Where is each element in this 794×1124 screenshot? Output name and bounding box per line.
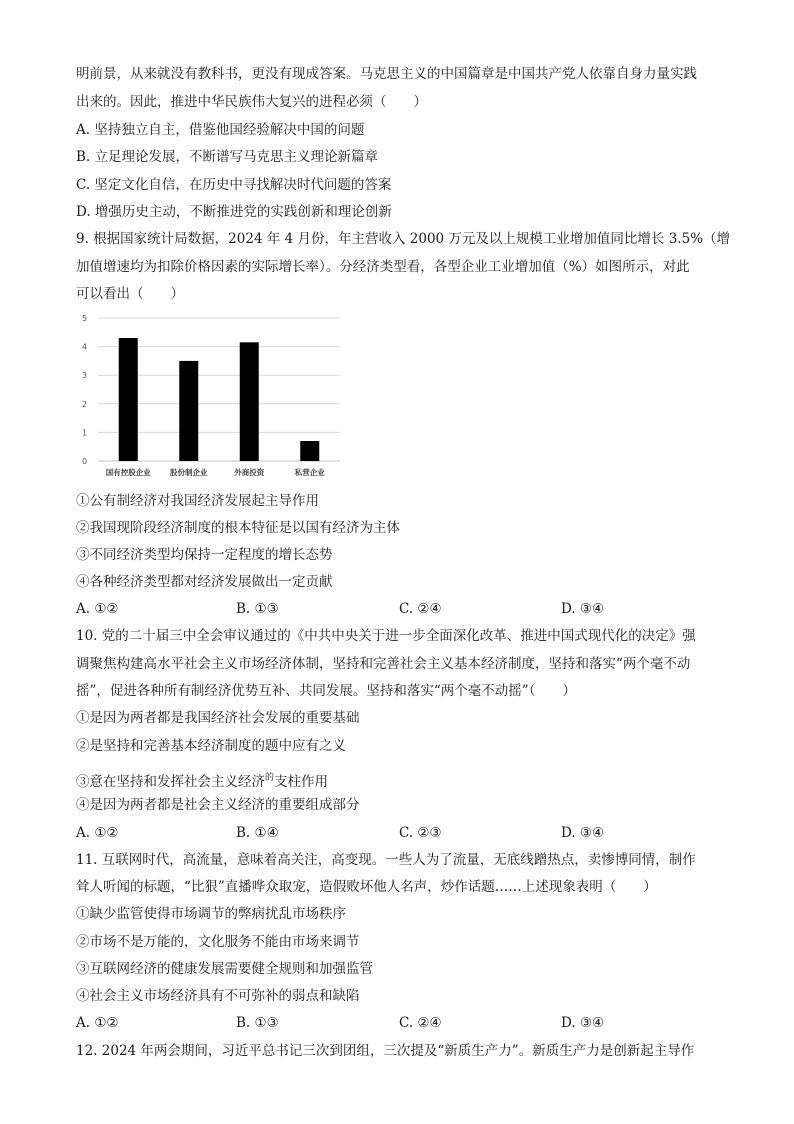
q8-option-d: D. 增强历史主动，不断推进党的实践创新和理论创新 <box>76 204 392 220</box>
y-tick-label: 1 <box>82 428 88 438</box>
q11-choices <box>76 1014 726 1032</box>
q9-choice-b: B. ①③ <box>236 601 279 617</box>
q8-option-a: A. 坚持独立自主，借鉴他国经验解决中国的问题 <box>76 122 365 138</box>
q10-stem-line2: 调聚焦构建高水平社会主义市场经济体制，坚持和完善社会主义基本经济制度，坚持和落实“两个毫不动 <box>76 656 691 672</box>
q9-choices <box>76 600 726 618</box>
q11-choice-a: A. ①② <box>76 1015 119 1031</box>
q10-statement-3-pre: ③意在坚持和发挥社会主义经济 <box>76 774 265 790</box>
x-tick-label: 国有控股企业 <box>105 468 151 477</box>
q10-choice-a: A. ①② <box>76 825 119 841</box>
q10-statement-3-post: 支柱作用 <box>274 774 329 790</box>
q9-statement-3: ③不同经济类型均保持一定程度的增长态势 <box>76 547 333 563</box>
q10-statement-3-sup: 的 <box>265 773 275 783</box>
y-tick-label: 5 <box>82 314 88 323</box>
q12-stem-line1: 12. 2024 年两会期间，习近平总书记三次到团组，三次提及“新质生产力”。新质生产力是创新起主导作 <box>76 1043 695 1059</box>
q9-choice-d: D. ③④ <box>561 601 605 617</box>
bar-1 <box>119 338 138 461</box>
q9-choice-a: A. ①② <box>76 601 119 617</box>
q10-choice-d: D. ③④ <box>561 825 605 841</box>
q11-statement-2: ②市场不是万能的，文化服务不能由市场来调节 <box>76 934 360 950</box>
q10-statement-2: ②是坚持和完善基本经济制度的题中应有之义 <box>76 738 346 754</box>
q11-stem-line1: 11. 互联网时代，高流量，意味着高关注，高变现。一些人为了流量，无底线蹭热点，卖惨博同情，制作 <box>76 852 696 868</box>
bar-4 <box>300 441 319 461</box>
bar-3 <box>240 342 259 461</box>
x-tick-label: 股份制企业 <box>170 468 208 477</box>
q10-choice-c: C. ②③ <box>399 825 442 841</box>
q9-stem-line2: 加值增速均为扣除价格因素的实际增长率）。分经济类型看，各型企业工业增加值（%）如图所示，对此 <box>76 259 690 275</box>
chart-bars <box>119 338 320 461</box>
q10-stem-line3: 摇”，促进各种所有制经济优势互补、共同发展。坚持和落实“两个毫不动摇”（ ） <box>76 683 576 699</box>
q10-statement-1: ①是因为两者都是我国经济社会发展的重要基础 <box>76 710 360 726</box>
q8-option-b: B. 立足理论发展，不断谱写马克思主义理论新篇章 <box>76 149 379 165</box>
y-tick-label: 4 <box>82 342 88 352</box>
q8-stem-line1: 明前景，从来就没有教科书，更没有现成答案。马克思主义的中国篇章是中国共产党人依靠自身力量实践 <box>76 66 697 82</box>
q11-statement-3: ③互联网经济的健康发展需要健全规则和加强监管 <box>76 961 373 977</box>
x-tick-label: 私营企业 <box>294 468 325 477</box>
y-tick-label: 2 <box>82 399 88 409</box>
q9-bar-chart <box>76 308 356 484</box>
q9-stem-line1: 9. 根据国家统计局数据，2024 年 4 月份，年主营收入 2000 万元及以上规模工业增加值同比增长 3.5%（增 <box>76 231 731 247</box>
q9-statement-1: ①公有制经济对我国经济发展起主导作用 <box>76 493 319 509</box>
chart-x-ticks <box>106 467 325 477</box>
chart-y-ticks <box>82 314 87 466</box>
q8-option-c: C. 坚定文化自信，在历史中寻找解决时代问题的答案 <box>76 177 392 193</box>
q9-statement-4: ④各种经济类型都对经济发展做出一定贡献 <box>76 574 333 590</box>
q9-choice-c: C. ②④ <box>399 601 442 617</box>
q11-choice-c: C. ②④ <box>399 1015 442 1031</box>
q9-statement-2: ②我国现阶段经济制度的根本特征是以国有经济为主体 <box>76 520 400 536</box>
q11-statement-4: ④社会主义市场经济具有不可弥补的弱点和缺陷 <box>76 988 360 1004</box>
q11-choice-b: B. ①③ <box>236 1015 279 1031</box>
q10-choice-b: B. ①④ <box>236 825 279 841</box>
q11-statement-1: ①缺少监管使得市场调节的弊病扰乱市场秩序 <box>76 906 346 922</box>
y-tick-label: 3 <box>82 371 88 381</box>
q10-stem-line1: 10. 党的二十届三中全会审议通过的《中共中央关于进一步全面深化改革、推进中国式现代化的决定》强 <box>76 628 696 644</box>
y-tick-label: 0 <box>82 457 88 466</box>
q11-stem-line2: 耸人听闻的标题，“比狠”直播哗众取宠，造假败坏他人名声，炒作话题……上述现象表明（ ） <box>76 879 657 895</box>
q10-choices <box>76 824 726 842</box>
q9-stem-line3: 可以看出（ ） <box>76 286 184 302</box>
q11-choice-d: D. ③④ <box>561 1015 605 1031</box>
q10-statement-3 <box>76 769 724 791</box>
q8-stem-line2: 出来的。因此，推进中华民族伟大复兴的进程必须（ ） <box>76 94 427 110</box>
q10-statement-4: ④是因为两者都是社会主义经济的重要组成部分 <box>76 797 360 813</box>
x-tick-label: 外商投资 <box>234 468 265 477</box>
bar-2 <box>179 361 198 461</box>
